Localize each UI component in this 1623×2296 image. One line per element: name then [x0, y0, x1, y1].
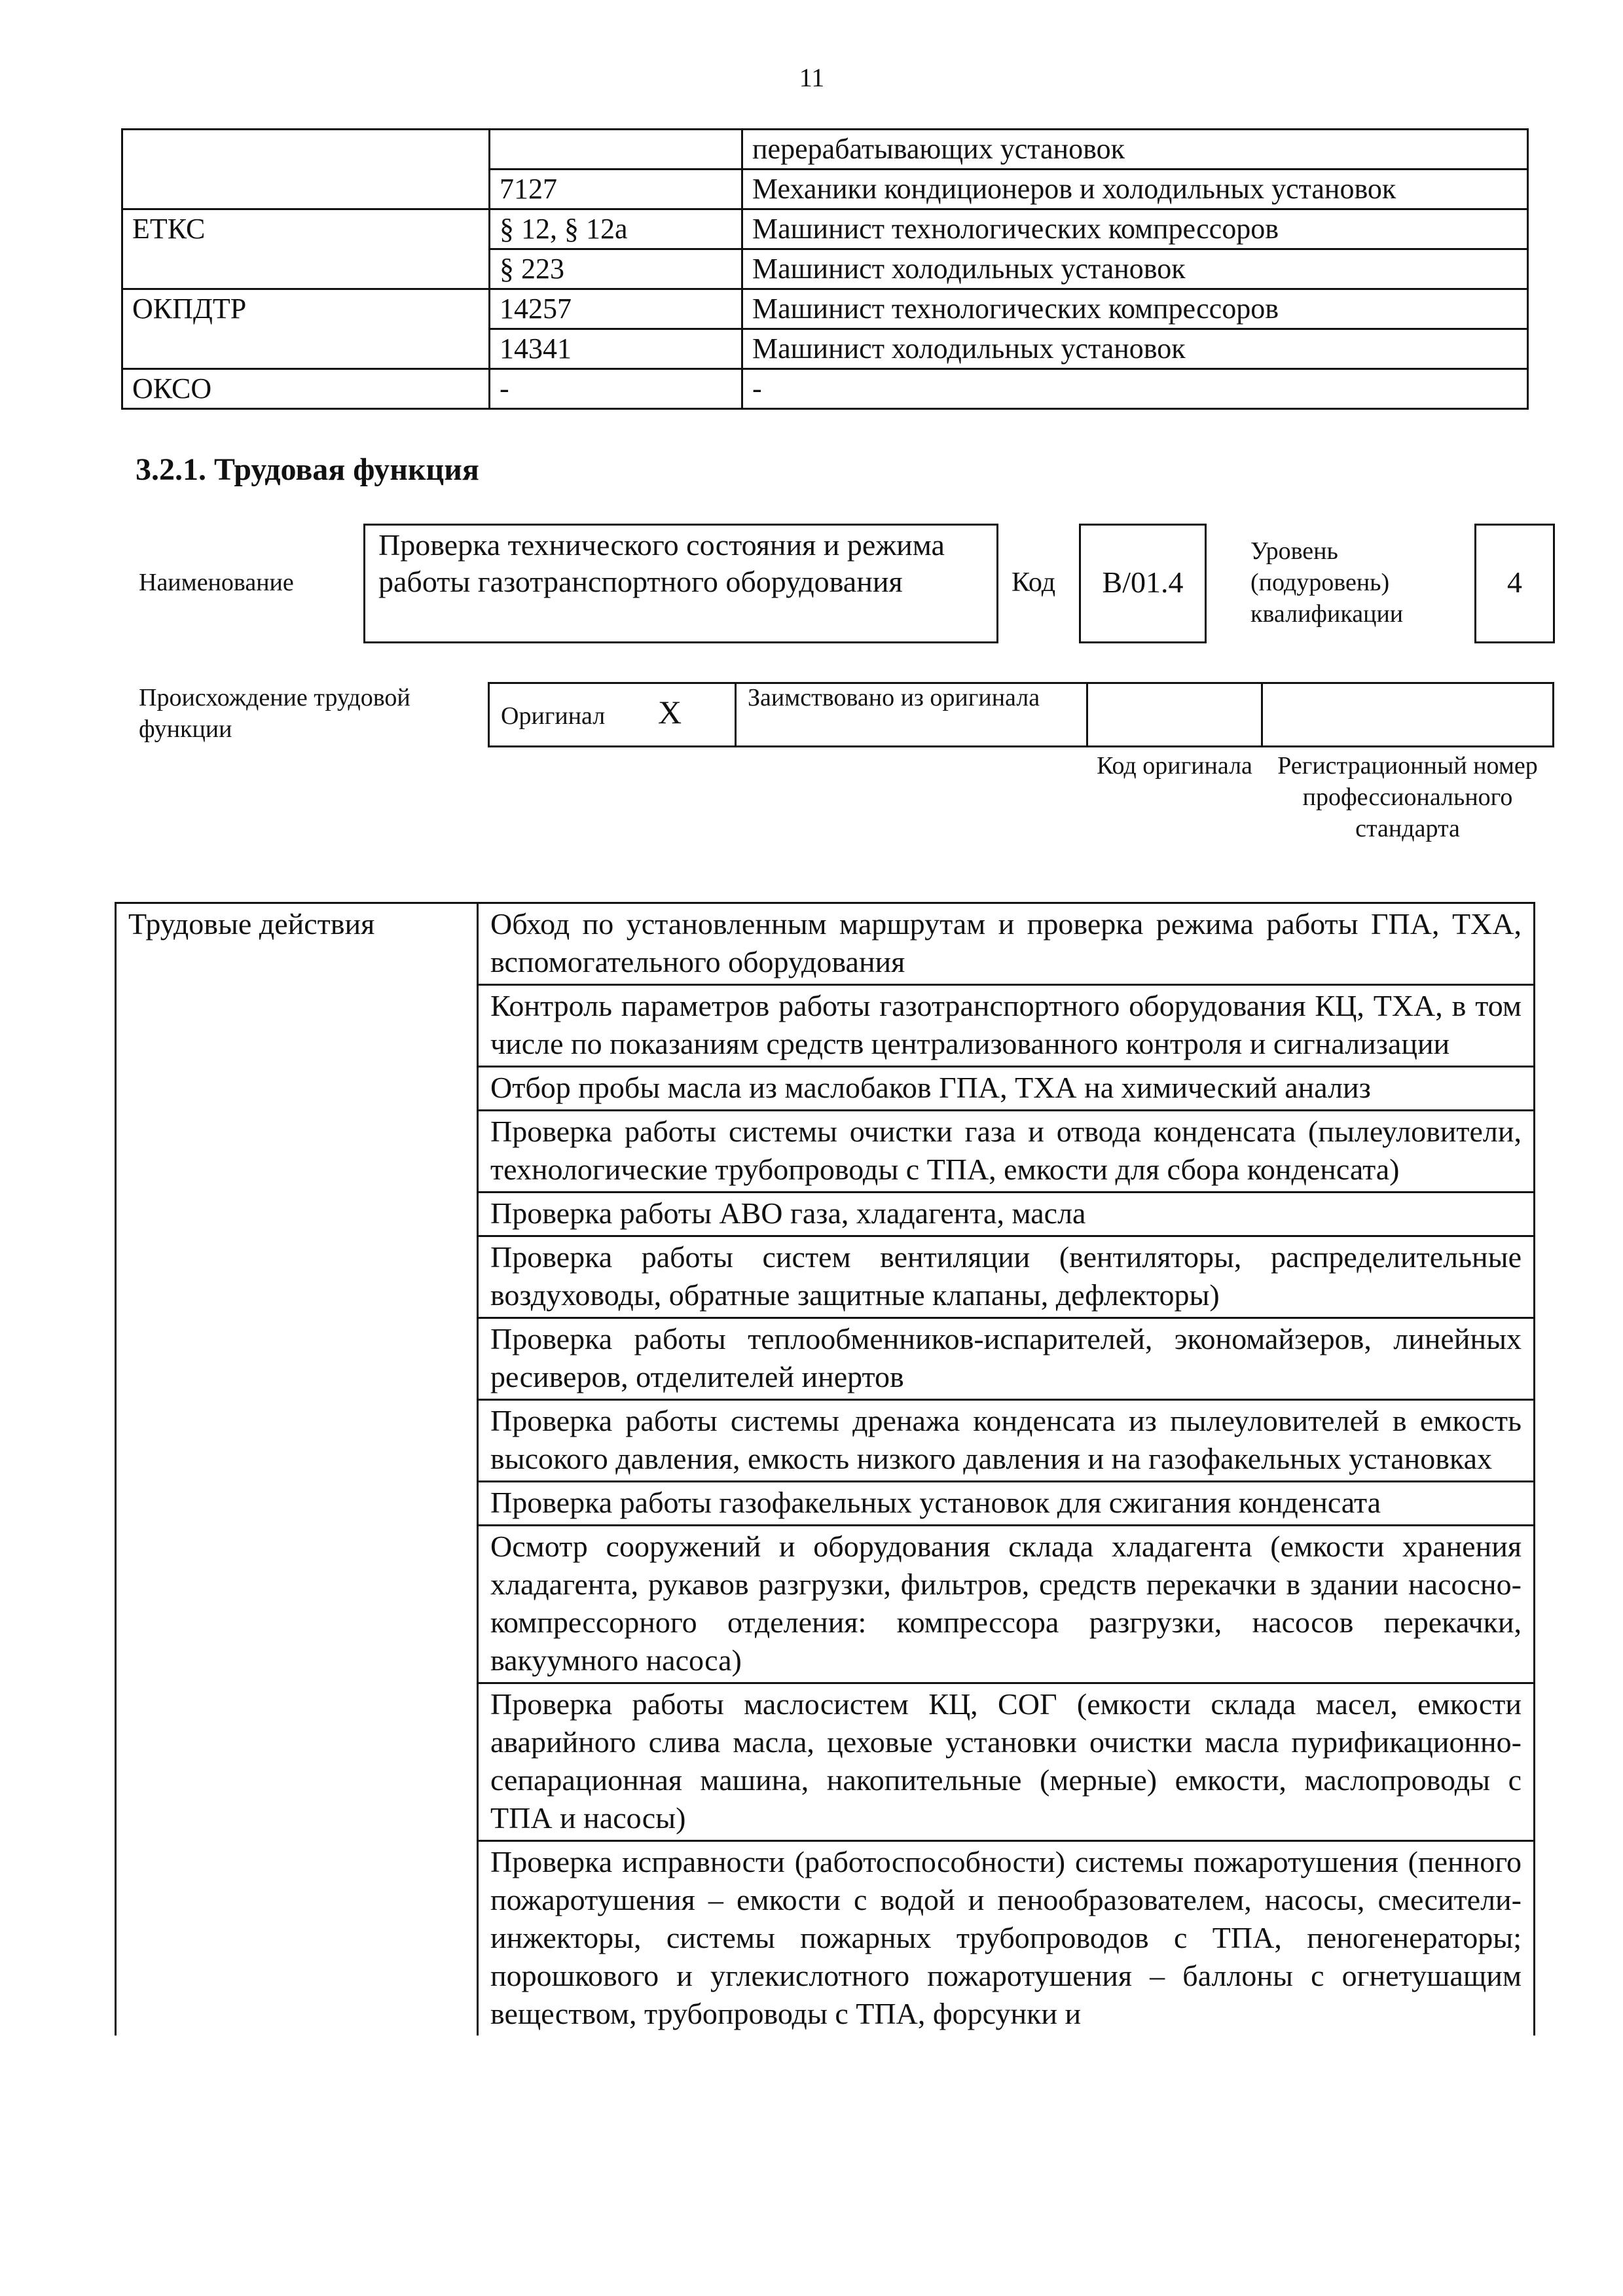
classification-cell-3: Машинист технологических компрессоров — [742, 289, 1528, 329]
classification-cell-1: ЕТКС — [122, 209, 490, 249]
function-name: Проверка технического состояния и режима работы газотранспортного оборудования — [378, 528, 945, 598]
labour-action-row — [116, 903, 1535, 985]
labour-action-item: Проверка работы систем вентиляции (вентиляторы, распределительные воздуховоды, обратные защитные клапаны, дефлекторы) — [478, 1236, 1535, 1318]
labour-action-item: Проверка работы маслосистем КЦ, СОГ (емкости склада масел, емкости аварийного слива масла, цеховые установки очистки масла пурификационно-сепарационная машина, накопительные (мерные) емкости, маслопроводы с ТПА и насосы) — [478, 1683, 1535, 1841]
classification-cell-2: 7127 — [490, 170, 742, 209]
qualification-level: 4 — [1507, 565, 1522, 599]
classification-cell-2 — [490, 130, 742, 170]
classification-cell-3: Машинист технологических компрессоров — [742, 209, 1528, 249]
classification-cell-1: ОКСО — [122, 369, 490, 409]
classification-cell-1 — [122, 249, 490, 289]
classification-cell-3: Машинист холодильных установок — [742, 249, 1528, 289]
reg-number-label: Регистрационный номер профессионального стандарта — [1277, 752, 1538, 842]
classification-cell-2: 14257 — [490, 289, 742, 329]
classification-cell-2: § 12, § 12а — [490, 209, 742, 249]
classification-cell-1 — [122, 130, 490, 170]
code-original-box — [1086, 682, 1263, 747]
reg-number-box — [1261, 682, 1554, 747]
labour-action-item: Отбор пробы масла из маслобаков ГПА, ТХА на химический анализ — [478, 1067, 1535, 1111]
borrowed-label: Заимствовано из оригинала — [748, 684, 1040, 711]
classification-cell-1 — [122, 329, 490, 369]
original-mark: X — [658, 694, 682, 730]
level-label: Уровень (подуровень) квалификации — [1250, 537, 1404, 628]
classification-cell-1: ОКПДТР — [122, 289, 490, 329]
original-label: Оригинал — [501, 702, 606, 730]
classification-row — [122, 329, 1528, 369]
classification-cell-3: - — [742, 369, 1528, 409]
function-code: B/01.4 — [1102, 565, 1184, 599]
classification-row — [122, 369, 1528, 409]
classification-cell-1 — [122, 170, 490, 209]
origin-label: Происхождение трудовой функции — [139, 684, 410, 743]
classification-cell-3: перерабатывающих установок — [742, 130, 1528, 170]
labour-action-item: Проверка работы теплообменников-испарителей, экономайзеров, линейных ресиверов, отделителей инертов — [478, 1318, 1535, 1400]
classification-row — [122, 249, 1528, 289]
classification-row — [122, 289, 1528, 329]
labour-action-item: Проверка исправности (работоспособности) системы пожаротушения (пенного пожаротушения – емкости с водой и пенообразователем, насосы, смесители-инжекторы, системы пожарных трубопроводов с ТПА, пеногенераторы; порошкового и углекислотного пожаротушения – баллоны с огнетушащим веществом, трубопроводы с ТПА, форсунки и — [478, 1841, 1535, 2036]
page-number: 11 — [799, 63, 825, 92]
classification-cell-2: - — [490, 369, 742, 409]
labour-actions-table — [115, 902, 1535, 2036]
labour-action-item: Проверка работы АВО газа, хладагента, масла — [478, 1193, 1535, 1236]
labour-action-item: Проверка работы системы дренажа конденсата из пылеуловителей в емкость высокого давления, емкость низкого давления и на газофакельных установках — [478, 1400, 1535, 1482]
code-original-label: Код оригинала — [1097, 752, 1252, 780]
labour-action-item: Обход по установленным маршрутам и проверка режима работы ГПА, ТХА, вспомогательного оборудования — [478, 903, 1535, 985]
classification-row — [122, 130, 1528, 170]
labour-action-item: Проверка работы системы очистки газа и отвода конденсата (пылеуловители, технологические трубопроводы с ТПА, емкости для сбора конденсата) — [478, 1111, 1535, 1193]
classification-cell-2: § 223 — [490, 249, 742, 289]
classification-cell-3: Машинист холодильных установок — [742, 329, 1528, 369]
labour-actions-header: Трудовые действия — [116, 903, 478, 2036]
classification-cell-3: Механики кондиционеров и холодильных установок — [742, 170, 1528, 209]
labour-action-item: Осмотр сооружений и оборудования склада хладагента (емкости хранения хладагента, рукавов разгрузки, фильтров, средств перекачки в здании насосно-компрессорного отделения: компрессора разгрузки, насосов перекачки, вакуумного насоса) — [478, 1526, 1535, 1683]
classification-row — [122, 170, 1528, 209]
name-label: Наименование — [139, 569, 294, 596]
classification-cell-2: 14341 — [490, 329, 742, 369]
labour-action-item: Проверка работы газофакельных установок для сжигания конденсата — [478, 1482, 1535, 1526]
code-label: Код — [1012, 567, 1056, 598]
section-heading: 3.2.1. Трудовая функция — [136, 452, 479, 487]
classification-row — [122, 209, 1528, 249]
classification-table — [121, 128, 1529, 410]
labour-action-item: Контроль параметров работы газотранспортного оборудования КЦ, ТХА, в том числе по показаниям средств централизованного контроля и сигнализации — [478, 985, 1535, 1067]
